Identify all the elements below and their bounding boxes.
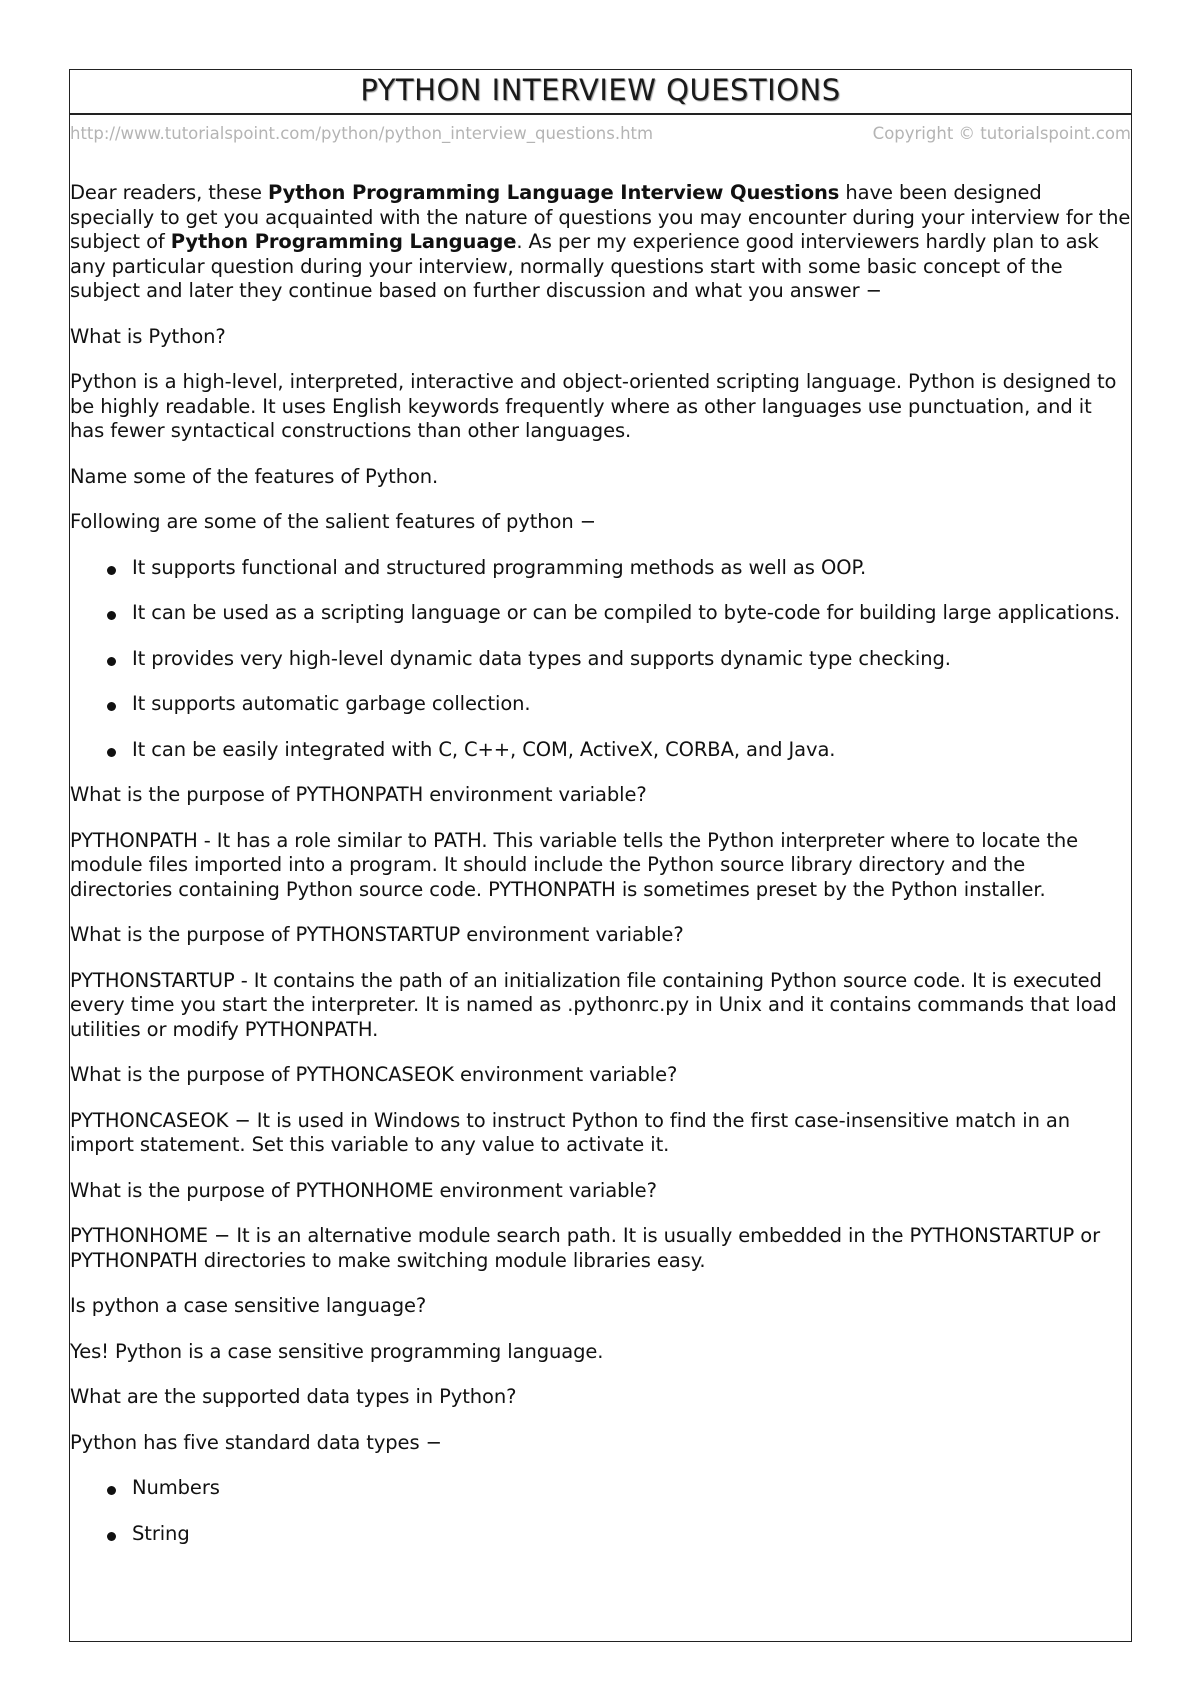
list-item: It can be used as a scripting language or can be compiled to byte-code for building large applications. [132,601,1131,626]
copyright-notice: Copyright © tutorialspoint.com [872,123,1131,143]
list-item: It provides very high-level dynamic data types and supports dynamic type checking. [132,647,1131,672]
document-body [70,181,1131,1546]
source-url[interactable]: http://www.tutorialspoint.com/python/python_interview_questions.htm [70,123,654,143]
page-title: PYTHON INTERVIEW QUESTIONS [360,73,841,107]
intro-paragraph [70,181,1131,304]
answer: Python is a high-level, interpreted, interactive and object-oriented scripting language. Python is designed to be highly readable. It uses English keywords frequently where as other languages use punctuation, and it has fewer syntactical constructions than other languages. [70,370,1117,442]
intro-text: Dear readers, these [70,181,269,204]
title-bar [70,70,1131,115]
question: What is the purpose of PYTHONSTARTUP environment variable? [70,923,684,946]
answer: Following are some of the salient features of python − [70,510,596,533]
answer: PYTHONHOME − It is an alternative module search path. It is usually embedded in the PYTHONSTARTUP or PYTHONPATH directories to make switching module libraries easy. [70,1224,1101,1272]
list-item: Numbers [132,1476,1131,1501]
question: What is the purpose of PYTHONHOME environment variable? [70,1178,657,1202]
question: Name some of the features of Python. [70,464,439,488]
intro-bold-topic: Python Programming Language Interview Questions [268,181,840,204]
answer: Yes! Python is a case sensitive programming language. [70,1339,604,1363]
intro-text: . As per my experience good interviewers hardly plan to ask any particular question during your interview, normally questions start with some basic concept of the subject and later they continue based on further discussion and what you answer − [70,230,1099,302]
list-item: It supports functional and structured programming methods as well as OOP. [132,556,1131,581]
list-item: It supports automatic garbage collection. [132,692,1131,717]
page-frame [69,69,1132,1642]
question: What is Python? [70,324,226,348]
source-row [70,115,1131,151]
data-types-list [70,1476,1131,1546]
answer: PYTHONCASEOK − It is used in Windows to instruct Python to find the first case-insensitive match in an import statement. Set this variable to any value to activate it. [70,1108,1071,1156]
list-item: String [132,1522,1131,1547]
answer: PYTHONPATH - It has a role similar to PATH. This variable tells the Python interpreter where to locate the module files imported into a program. It should include the Python source library directory and the directories containing Python source code. PYTHONPATH is sometimes preset by the Python installer. [70,828,1079,901]
intro-bold-subject: Python Programming Language [170,230,517,253]
question: What is the purpose of PYTHONPATH environment variable? [70,783,647,806]
features-list [70,556,1131,763]
intro-text: have been designed specially to get you acquainted with the nature of questions you may encounter during your interview for the subject of [70,181,1131,253]
list-item: It can be easily integrated with C, C++, COM, ActiveX, CORBA, and Java. [132,738,1131,763]
question: What is the purpose of PYTHONCASEOK environment variable? [70,1063,678,1086]
answer: Python has five standard data types − [70,1430,442,1454]
question: Is python a case sensitive language? [70,1294,427,1317]
question: What are the supported data types in Python? [70,1385,517,1408]
answer: PYTHONSTARTUP - It contains the path of an initialization file containing Python source code. It is executed every time you start the interpreter. It is named as .pythonrc.py in Unix and it contains commands that load utilities or modify PYTHONPATH. [70,968,1117,1041]
